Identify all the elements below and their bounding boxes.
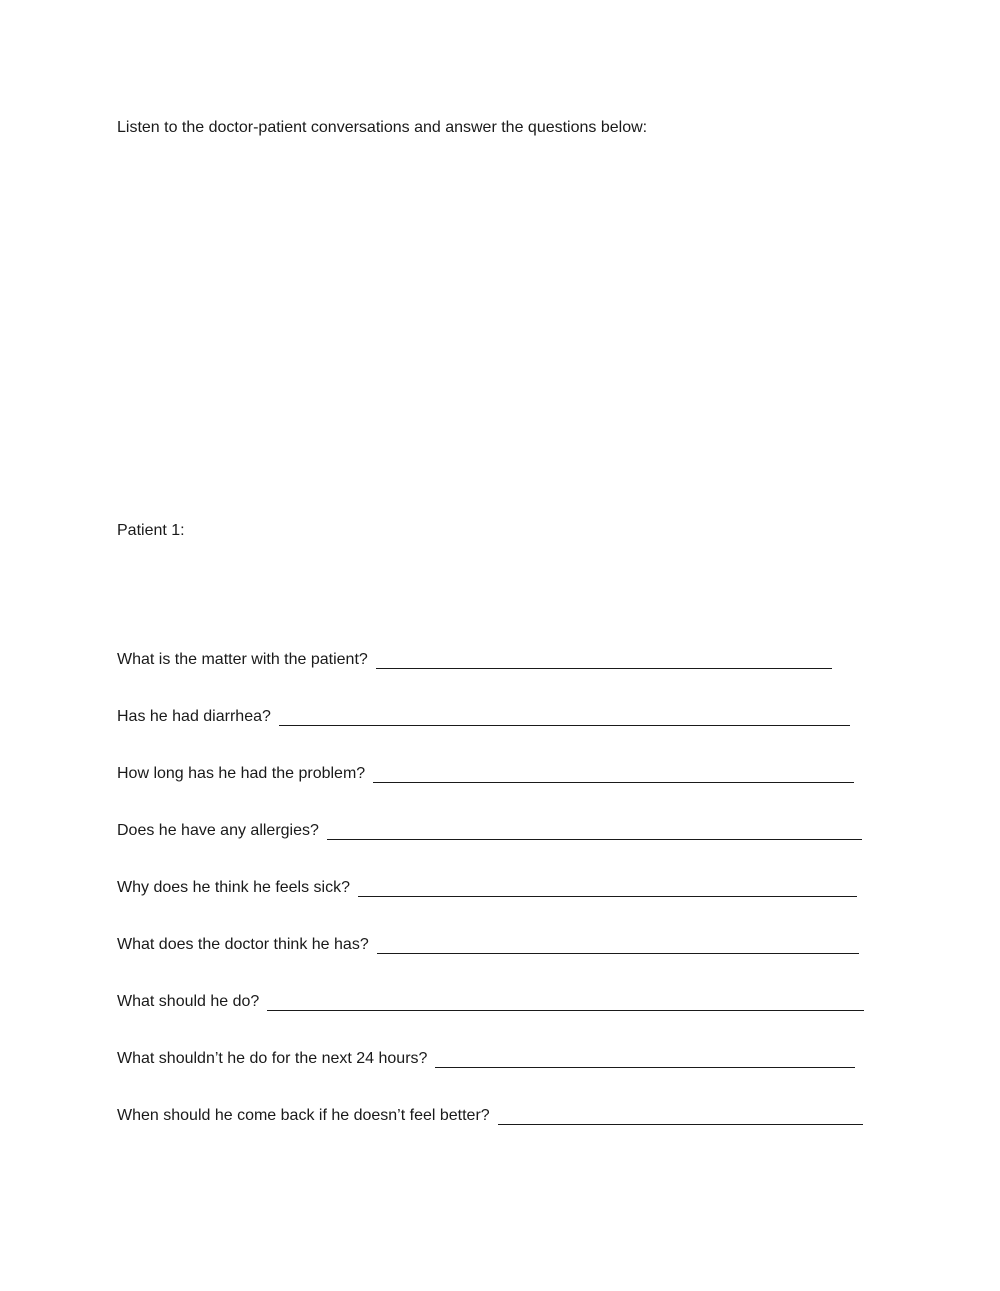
patient-heading: Patient 1: [117, 522, 185, 539]
question-text: What is the matter with the patient? [117, 651, 368, 668]
answer-line[interactable] [376, 668, 832, 669]
question-item [117, 841, 887, 898]
question-text: When should he come back if he doesn’t feel better? [117, 1107, 490, 1124]
question-item [117, 613, 887, 670]
question-item [117, 727, 887, 784]
question-item [117, 1012, 887, 1069]
answer-line[interactable] [435, 1067, 855, 1068]
question-text: What shouldn’t he do for the next 24 hours? [117, 1050, 428, 1067]
question-item [117, 955, 887, 1012]
question-text: What does the doctor think he has? [117, 936, 369, 953]
answer-line[interactable] [498, 1124, 863, 1125]
answer-line[interactable] [279, 725, 850, 726]
question-item [117, 670, 887, 727]
answer-line[interactable] [327, 839, 862, 840]
answer-line[interactable] [267, 1010, 864, 1011]
answer-line[interactable] [358, 896, 857, 897]
question-item [117, 784, 887, 841]
question-text: Does he have any allergies? [117, 822, 319, 839]
question-text: What should he do? [117, 993, 260, 1010]
question-list [117, 613, 887, 1126]
question-item [117, 1069, 887, 1126]
answer-line[interactable] [373, 782, 854, 783]
answer-line[interactable] [377, 953, 859, 954]
question-text: How long has he had the problem? [117, 765, 366, 782]
question-text: Has he had diarrhea? [117, 708, 271, 725]
question-text: Why does he think he feels sick? [117, 879, 351, 896]
question-item [117, 898, 887, 955]
instructions-text: Listen to the doctor-patient conversations and answer the questions below: [117, 119, 648, 136]
